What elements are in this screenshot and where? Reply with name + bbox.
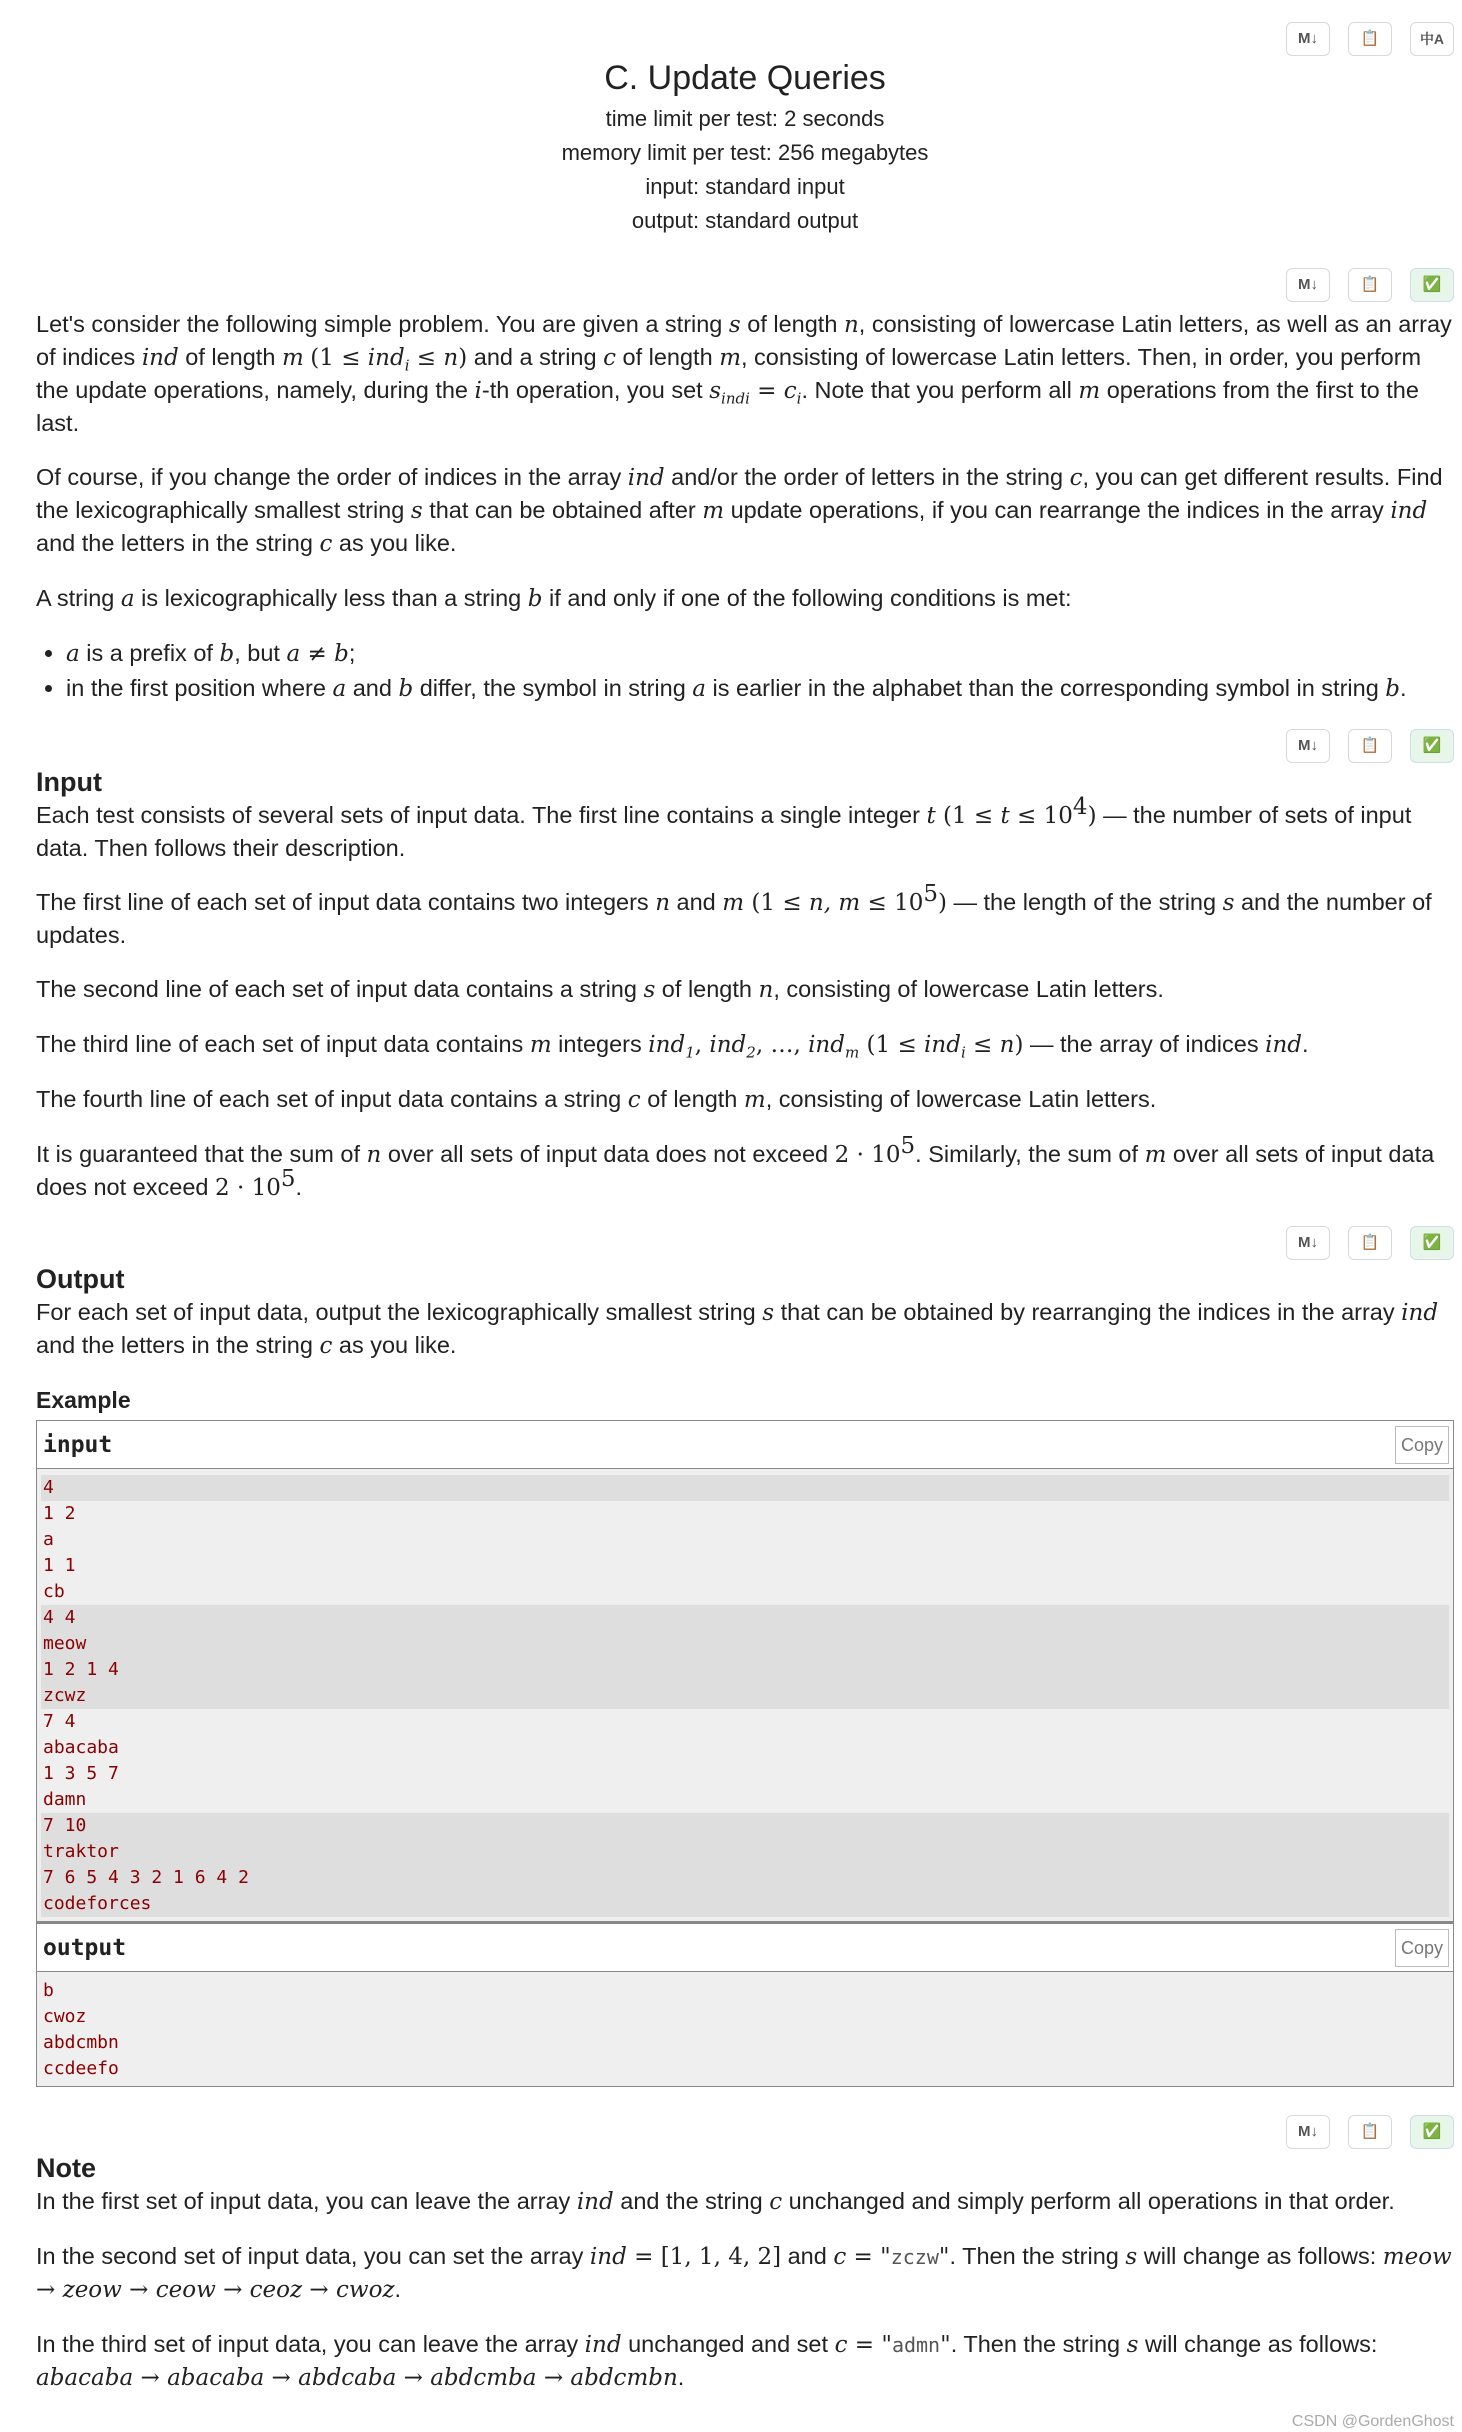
math-text: i: [404, 356, 410, 375]
translate-icon: 中A: [1419, 31, 1445, 47]
header-toolbar: [36, 0, 1454, 58]
math-text: (1 ≤: [935, 803, 1001, 829]
text-segment: .: [295, 1174, 303, 1200]
math-text: 5: [923, 881, 938, 908]
math-text: b: [1385, 676, 1401, 702]
check-icon: ✅: [1422, 1234, 1442, 1251]
math-text: s: [1222, 890, 1235, 916]
list-item: [66, 672, 1454, 705]
problem-title: C. Update Queries: [604, 59, 886, 97]
math-text: n: [366, 1142, 382, 1168]
math-text: indi: [721, 389, 750, 408]
text-segment: update operations, if you can rearrange the indices in the array: [724, 497, 1391, 523]
math-text: (1 ≤: [310, 345, 368, 371]
math-text: n: [999, 1032, 1015, 1058]
math-text: admn: [891, 2333, 941, 2357]
input-specification: [36, 794, 1454, 1204]
markdown-icon: M↓: [1298, 276, 1318, 293]
output-line: abdcmbn: [43, 2032, 119, 2053]
input-line: abacaba: [43, 1737, 119, 1758]
math-text: c: [319, 1333, 333, 1359]
text-segment: ;: [348, 640, 356, 666]
check-icon: ✅: [1422, 276, 1442, 293]
text-segment: , you can get different results. Find the lexicographically smallest string: [36, 464, 1443, 523]
math-text: 2 · 10: [215, 1175, 281, 1201]
input-line: a: [43, 1529, 54, 1550]
markdown-icon: M↓: [1298, 1234, 1318, 1251]
math-text: ": [938, 2244, 950, 2270]
math-text: zczw: [890, 2245, 939, 2269]
math-text: , …,: [755, 1032, 809, 1058]
copy-button[interactable]: [1348, 729, 1392, 763]
text-segment: . Note that you perform all: [801, 377, 1079, 403]
math-text: = [1, 1, 4, 2]: [626, 2244, 782, 2270]
text-segment: -th operation, you set: [481, 377, 710, 403]
text-segment: as you like.: [332, 1332, 457, 1358]
math-text: ≤ 10: [1009, 803, 1073, 829]
text-segment: over all sets of input data does not exceed: [381, 1141, 835, 1167]
text-segment: The second line of each set of input data contains a string: [36, 976, 644, 1002]
legend: [36, 308, 1454, 615]
input-line: 7 10: [41, 1813, 1449, 1839]
input-file: input: standard input: [645, 174, 845, 199]
example-heading: Example: [36, 1387, 131, 1413]
math-text: c: [319, 531, 333, 557]
output-header: [37, 1924, 1453, 1972]
output-label: output: [43, 1934, 127, 1961]
math-text: 1: [685, 1043, 695, 1062]
paragraph: [36, 973, 1454, 1006]
text-segment: Of course, if you change the order of indices in the array: [36, 464, 628, 490]
text-segment: if and only if one of the following conditions is met:: [542, 585, 1072, 611]
math-text: i: [796, 389, 802, 408]
markdown-icon: M↓: [1298, 737, 1318, 754]
clipboard-icon: 📋: [1360, 2123, 1380, 2140]
math-text: ): [458, 345, 468, 371]
markdown-button[interactable]: [1286, 729, 1330, 763]
text-segment: It is guaranteed that the sum of: [36, 1141, 367, 1167]
paragraph: [36, 1133, 1454, 1204]
math-text: 2: [746, 1043, 756, 1062]
text-segment: The third line of each set of input data contains: [36, 1031, 530, 1057]
input-heading: Input: [36, 767, 102, 797]
check-icon: ✅: [1422, 2123, 1442, 2140]
output-specification: [36, 1296, 1454, 1362]
text-segment: .: [394, 2276, 402, 2302]
text-segment: .: [1400, 675, 1407, 701]
math-text: abacaba → abacaba → abdcaba → abdcmba → abdcmbn: [36, 2365, 678, 2391]
text-segment: For each set of input data, output the lexicographically smallest string: [36, 1299, 763, 1325]
text-segment: .: [677, 2364, 685, 2390]
copy-input-button[interactable]: Copy: [1395, 1426, 1449, 1464]
math-text: m: [529, 1032, 552, 1058]
math-text: t: [1000, 803, 1010, 829]
math-text: ind: [627, 465, 665, 491]
copy-output-button[interactable]: Copy: [1395, 1929, 1449, 1967]
math-text: 5: [900, 1133, 916, 1160]
text-segment: and/or the order of letters in the string: [664, 464, 1070, 490]
math-text: = ": [847, 2332, 892, 2358]
math-text: a: [120, 586, 135, 612]
input-line: traktor: [41, 1839, 1449, 1865]
math-text: n: [443, 345, 459, 371]
math-text: ": [940, 2332, 951, 2358]
math-text: 4: [1072, 794, 1088, 821]
math-text: c: [603, 345, 616, 371]
section-toolbar: [36, 729, 1454, 765]
input-line: zcwz: [41, 1683, 1449, 1709]
math-text: a: [332, 676, 347, 702]
paragraph: [36, 461, 1454, 560]
text-segment: is earlier in the alphabet than the corresponding symbol in string: [706, 675, 1386, 701]
math-text: a: [692, 676, 707, 702]
math-text: m: [1078, 378, 1101, 404]
input-line: 1 1: [43, 1555, 76, 1576]
text-segment: A string: [36, 585, 121, 611]
input-line: 1 3 5 7: [43, 1763, 119, 1784]
math-text: b: [219, 641, 235, 667]
math-text: ind: [1265, 1032, 1303, 1058]
markdown-button[interactable]: [1286, 2115, 1330, 2149]
copy-button[interactable]: [1348, 22, 1392, 56]
math-text: 5: [280, 1166, 296, 1193]
text-segment: .: [1302, 1031, 1309, 1057]
math-text: ind: [808, 1032, 845, 1058]
text-segment: unchanged and simply perform all operations in that order.: [782, 2188, 1395, 2214]
copy-button[interactable]: [1348, 1226, 1392, 1260]
math-text: a ≠ b: [286, 641, 349, 667]
markdown-button[interactable]: [1286, 268, 1330, 302]
paragraph: [36, 794, 1454, 864]
math-text: m: [722, 890, 745, 916]
text-segment: of length: [178, 344, 282, 370]
output-line: ccdeefo: [43, 2058, 119, 2079]
input-line: 1 2: [43, 1503, 76, 1524]
math-text: c: [783, 378, 797, 404]
math-text: c: [769, 2189, 783, 2215]
text-segment: and: [346, 675, 399, 701]
text-segment: . Similarly, the sum of: [915, 1141, 1145, 1167]
text-segment: The fourth line of each set of input data contains a string: [36, 1086, 628, 1112]
math-text: ,: [694, 1032, 710, 1058]
time-limit: time limit per test: 2 seconds: [605, 106, 885, 131]
math-text: c: [1069, 465, 1083, 491]
math-text: ): [1014, 1032, 1024, 1058]
math-text: ind: [709, 1032, 747, 1058]
text-segment: of length: [740, 311, 844, 337]
input-header: [37, 1421, 1453, 1469]
check-button[interactable]: [1410, 268, 1454, 302]
text-segment: will change as follows:: [1138, 2331, 1378, 2357]
math-text: ): [937, 890, 947, 916]
text-segment: Let's consider the following simple problem. You are given a string: [36, 311, 729, 337]
math-text: meow → zeow → ceow → ceoz → cwoz: [36, 2244, 1452, 2303]
paragraph: [36, 881, 1454, 951]
text-segment: and the string: [613, 2188, 770, 2214]
list-item: [66, 637, 1454, 670]
text-segment: differ, the symbol in string: [413, 675, 693, 701]
math-text: ≤ 10: [860, 890, 924, 916]
math-text: n: [758, 977, 774, 1003]
math-text: m: [702, 498, 725, 524]
example-box: [36, 1420, 1454, 2087]
math-text: ind: [367, 345, 405, 371]
paragraph: [36, 1296, 1454, 1362]
input-line: 1 2 1 4: [41, 1657, 1449, 1683]
text-segment: In the second set of input data, you can set the array: [36, 2243, 590, 2269]
text-segment: is lexicographically less than a string: [134, 585, 528, 611]
math-text: s: [1126, 2332, 1139, 2358]
math-text: i: [960, 1043, 966, 1062]
math-text: = ": [846, 2244, 891, 2270]
math-text: s: [410, 498, 423, 524]
text-segment: operations from the first to the last.: [36, 377, 1419, 436]
math-text: 2 · 10: [834, 1142, 901, 1168]
text-segment: . Then the string: [950, 2331, 1127, 2357]
copy-button[interactable]: [1348, 268, 1392, 302]
paragraph: [36, 308, 1454, 439]
paragraph: [36, 2328, 1454, 2394]
text-segment: , consisting of lowercase Latin letters.: [773, 976, 1164, 1002]
input-line: damn: [43, 1789, 87, 1810]
input-line: 7 4: [43, 1711, 76, 1732]
paragraph: [36, 2240, 1454, 2306]
input-label: input: [43, 1431, 113, 1458]
math-text: s: [762, 1300, 775, 1326]
math-text: ind: [141, 345, 179, 371]
math-text: n: [843, 312, 859, 338]
math-text: s: [709, 378, 722, 404]
text-segment: Each test consists of several sets of input data. The first line contains a single integer: [36, 802, 927, 828]
condition-list: [66, 637, 1454, 705]
text-segment: that can be obtained by rearranging the indices in the array: [774, 1299, 1402, 1325]
text-segment: In the first set of input data, you can leave the array: [36, 2188, 577, 2214]
text-segment: will change as follows:: [1137, 2243, 1383, 2269]
input-line: cb: [43, 1581, 65, 1602]
text-segment: and the number of updates.: [36, 889, 1432, 948]
math-text: b: [398, 676, 414, 702]
text-segment: . Then the string: [949, 2243, 1126, 2269]
math-text: (1 ≤: [744, 890, 809, 916]
check-button[interactable]: [1410, 2115, 1454, 2149]
clipboard-icon: 📋: [1360, 737, 1380, 754]
text-segment: , consisting of lowercase Latin letters, as well as an array of indices: [36, 311, 1452, 370]
clipboard-icon: 📋: [1360, 276, 1380, 293]
copy-button[interactable]: [1348, 2115, 1392, 2149]
text-segment: , consisting of lowercase Latin letters. Then, in order, you perform the update operations, namely, during the: [36, 344, 1422, 403]
output-file: output: standard output: [631, 208, 859, 233]
section-toolbar: [36, 1226, 1454, 1262]
text-segment: of length: [640, 1086, 744, 1112]
math-text: ≤: [409, 345, 444, 371]
note-heading: Note: [36, 2153, 96, 2183]
math-text: c: [627, 1087, 641, 1113]
text-segment: and: [670, 889, 723, 915]
text-segment: — the length of the string: [946, 889, 1223, 915]
math-text: ind: [648, 1032, 686, 1058]
section-toolbar: [36, 268, 1454, 304]
text-segment: of length: [655, 976, 759, 1002]
markdown-icon: M↓: [1298, 2123, 1318, 2140]
note: [36, 2185, 1454, 2394]
math-text: ind: [1401, 1300, 1439, 1326]
math-text: s: [728, 312, 741, 338]
watermark: CSDN @GordenGhost: [1291, 2413, 1454, 2430]
math-text: s: [643, 977, 656, 1003]
text-segment: is a prefix of: [79, 640, 220, 666]
text-segment: , but: [234, 640, 287, 666]
text-segment: and the letters in the string: [36, 1332, 320, 1358]
input-line: 4 4: [41, 1605, 1449, 1631]
math-text: m: [1144, 1142, 1167, 1168]
math-text: ): [1087, 803, 1097, 829]
math-text: s: [1125, 2244, 1138, 2270]
problem-statement: [36, 0, 1454, 2394]
math-text: ind: [1390, 498, 1428, 524]
text-segment: — the number of sets of input data. Then follows their description.: [36, 802, 1412, 861]
check-button[interactable]: [1410, 1226, 1454, 1260]
markdown-button[interactable]: [1286, 22, 1330, 56]
math-text: (1 ≤: [859, 1032, 925, 1058]
check-button[interactable]: [1410, 729, 1454, 763]
math-text: n: [655, 890, 671, 916]
math-text: t: [926, 803, 936, 829]
check-icon: ✅: [1422, 737, 1442, 754]
math-text: ind: [584, 2332, 622, 2358]
input-line: codeforces: [41, 1891, 1449, 1917]
paragraph: [36, 1028, 1454, 1061]
math-text: m: [719, 345, 741, 371]
text-segment: and a string: [467, 344, 604, 370]
math-text: ind: [924, 1032, 961, 1058]
text-segment: In the third set of input data, you can leave the array: [36, 2331, 585, 2357]
output-line: cwoz: [43, 2006, 87, 2027]
input-line: 4: [41, 1475, 1449, 1501]
memory-limit: memory limit per test: 256 megabytes: [561, 140, 929, 165]
math-text: m: [743, 1087, 766, 1113]
sample-input: [37, 1469, 1453, 1921]
math-text: n, m: [808, 890, 861, 916]
markdown-icon: M↓: [1298, 30, 1318, 47]
math-text: a: [66, 641, 80, 667]
text-segment: , consisting of lowercase Latin letters.: [765, 1086, 1157, 1112]
text-segment: integers: [551, 1031, 649, 1057]
input-line: 7 6 5 4 3 2 1 6 4 2: [41, 1865, 1449, 1891]
paragraph: [36, 582, 1454, 615]
math-text: b: [527, 586, 543, 612]
clipboard-icon: 📋: [1360, 30, 1380, 47]
text-segment: over all sets of input data does not exceed: [36, 1141, 1435, 1200]
math-text: ≤: [965, 1032, 1000, 1058]
math-text: m: [844, 1043, 860, 1062]
text-segment: that can be obtained after: [422, 497, 703, 523]
text-segment: and the letters in the string: [36, 530, 320, 556]
text-segment: in the first position where: [66, 675, 333, 701]
markdown-button[interactable]: [1286, 1226, 1330, 1260]
text-segment: The first line of each set of input data contains two integers: [36, 889, 656, 915]
math-text: c: [834, 2332, 848, 2358]
text-segment: unchanged and set: [621, 2331, 835, 2357]
text-segment: as you like.: [332, 530, 457, 556]
paragraph: [36, 2185, 1454, 2218]
input-line: meow: [41, 1631, 1449, 1657]
text-segment: and: [781, 2243, 834, 2269]
math-text: c: [833, 2244, 847, 2270]
text-segment: — the array of indices: [1023, 1031, 1266, 1057]
paragraph: [36, 1083, 1454, 1116]
translate-button[interactable]: [1410, 22, 1454, 56]
sample-output: [37, 1972, 1453, 2086]
section-toolbar: [36, 2115, 1454, 2151]
math-text: m: [281, 345, 304, 371]
math-text: ind: [576, 2189, 614, 2215]
math-text: =: [749, 378, 784, 404]
text-segment: of length: [615, 344, 720, 370]
output-heading: Output: [36, 1264, 125, 1294]
clipboard-icon: 📋: [1360, 1234, 1380, 1251]
math-text: i: [474, 378, 482, 404]
math-text: ind: [589, 2244, 627, 2270]
output-line: b: [43, 1980, 54, 2001]
